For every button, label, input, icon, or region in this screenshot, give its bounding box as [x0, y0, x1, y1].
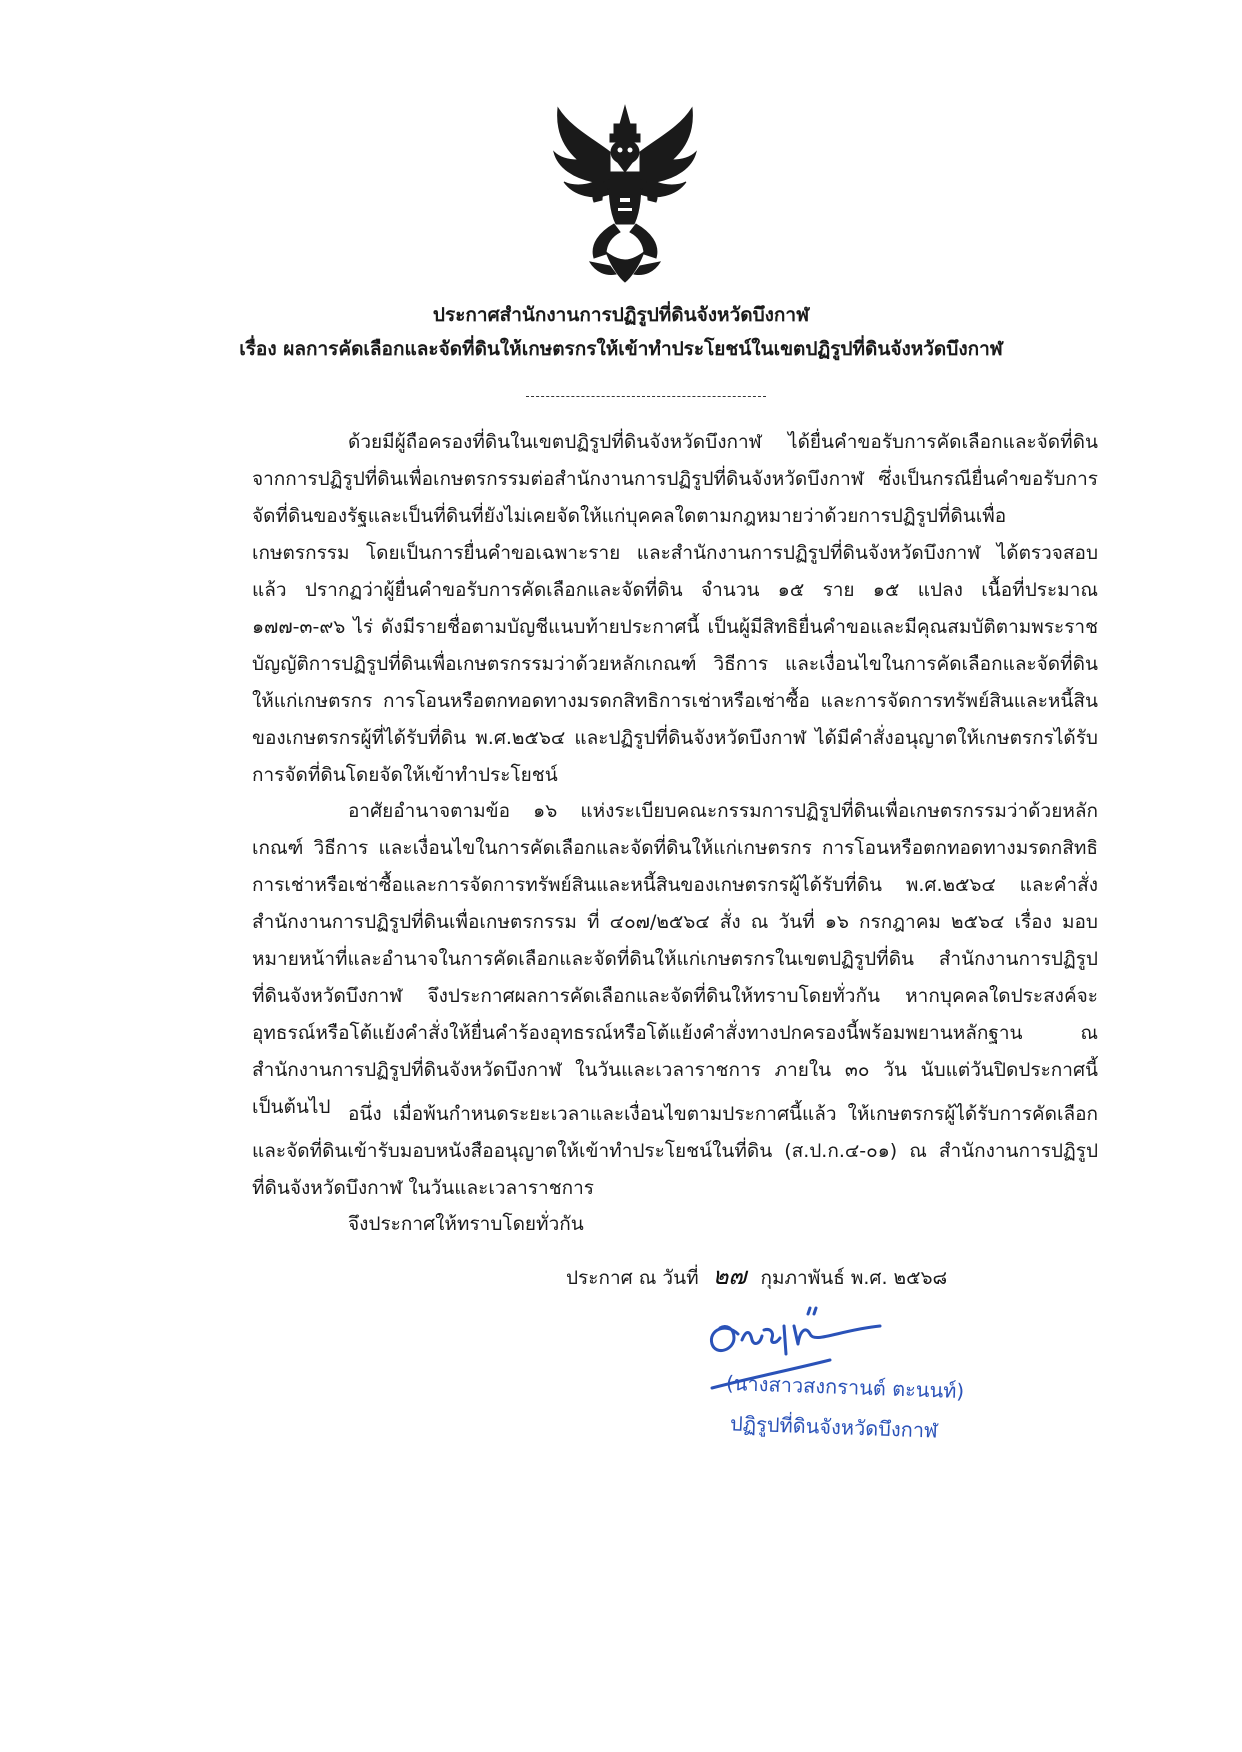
date-month-year: กุมภาพันธ์ พ.ศ. ๒๕๖๘ [760, 1267, 948, 1289]
date-prefix: ประกาศ ณ วันที่ [566, 1267, 699, 1289]
divider-line [526, 396, 766, 397]
date-day-handwritten: ๒๗ [712, 1262, 747, 1290]
garuda-emblem-icon [550, 102, 700, 284]
signatory-name: (นางสาวสงกรานต์ ตะนนท์) [725, 1370, 965, 1404]
body-paragraph-2: อาศัยอำนาจตามข้อ ๑๖ แห่งระเบียบคณะกรรมการปฏิรูปที่ดินเพื่อเกษตรกรรมว่าด้วยหลักเกณฑ์ วิธีการ และเงื่อนไขในการคัดเลือกและจัดที่ดินให้แก่เกษตรกร การโอนหรือตกทอดทางมรดกสิทธิการเช่าหรือเช่าซื้อและการจัดการทรัพย์สินและหนี้สินของเกษตรกรผู้ได้รับที่ดิน พ.ศ.๒๕๖๔ และคำสั่งสำนักงานการปฏิรูปที่ดินเพื่อเกษตรกรรม ที่ ๔๐๗/๒๕๖๔ สั่ง ณ วันที่ ๑๖ กรกฎาคม ๒๕๖๔ เรื่อง มอบหมายหน้าที่และอำนาจในการคัดเลือกและจัดที่ดินให้แก่เกษตรกรในเขตปฏิรูปที่ดิน สำนักงานการปฏิรูปที่ดินจังหวัดบึงกาฬ จึงประกาศผลการคัดเลือกและจัดที่ดินให้ทราบโดยทั่วกัน หากบุคคลใดประสงค์จะอุทธรณ์หรือโต้แย้งคำสั่งให้ยื่นคำร้องอุทธรณ์หรือโต้แย้งคำสั่งทางปกครองนี้พร้อมพยานหลักฐาน ณ สำนักงานการปฏิรูปที่ดินจังหวัดบึงกาฬ ในวันและเวลาราชการ ภายใน ๓๐ วัน นับแต่วันปิดประกาศนี้เป็นต้นไป [252, 800, 1099, 1118]
announcement-date [566, 1258, 947, 1297]
announcement-title: ประกาศสำนักงานการปฏิรูปที่ดินจังหวัดบึงกาฬ [432, 304, 810, 326]
closing-statement: จึงประกาศให้ทราบโดยทั่วกัน [348, 1213, 584, 1235]
body-paragraph-3: อนึ่ง เมื่อพ้นกำหนดระยะเวลาและเงื่อนไขตามประกาศนี้แล้ว ให้เกษตรกรผู้ได้รับการคัดเลือกและจัดที่ดินเข้ารับมอบหนังสืออนุญาตให้เข้าทำประโยชน์ในที่ดิน (ส.ป.ก.๔-๐๑) ณ สำนักงานการปฏิรูปที่ดินจังหวัดบึงกาฬ ในวันและเวลาราชการ [252, 1103, 1098, 1199]
body-paragraph-1: ด้วยมีผู้ถือครองที่ดินในเขตปฏิรูปที่ดินจังหวัดบึงกาฬ ได้ยื่นคำขอรับการคัดเลือกและจัดที่ดินจากการปฏิรูปที่ดินเพื่อเกษตรกรรมต่อสำนักงานการปฏิรูปที่ดินจังหวัดบึงกาฬ ซึ่งเป็นกรณียื่นคำขอรับการจัดที่ดินของรัฐและเป็นที่ดินที่ยังไม่เคยจัดให้แก่บุคคลใดตามกฎหมายว่าด้วยการปฏิรูปที่ดินเพื่อเกษตรกรรม โดยเป็นการยื่นคำขอเฉพาะราย และสำนักงานการปฏิรูปที่ดินจังหวัดบึงกาฬ ได้ตรวจสอบแล้ว ปรากฏว่าผู้ยื่นคำขอรับการคัดเลือกและจัดที่ดิน จำนวน ๑๕ ราย ๑๕ แปลง เนื้อที่ประมาณ ๑๗๗-๓-๙๖ ไร่ ดังมีรายชื่อตามบัญชีแนบท้ายประกาศนี้ เป็นผู้มีสิทธิยื่นคำขอและมีคุณสมบัติตามพระราชบัญญัติการปฏิรูปที่ดินเพื่อเกษตรกรรมว่าด้วยหลักเกณฑ์ วิธีการ และเงื่อนไขในการคัดเลือกและจัดที่ดินให้แก่เกษตรกร การโอนหรือตกทอดทางมรดกสิทธิการเช่าหรือเช่าซื้อ และการจัดการทรัพย์สินและหนี้สินของเกษตรกรผู้ที่ได้รับที่ดิน พ.ศ.๒๕๖๔ และปฏิรูปที่ดินจังหวัดบึงกาฬ ได้มีคำสั่งอนุญาตให้เกษตรกรได้รับการจัดที่ดินโดยจัดให้เข้าทำประโยชน์ [252, 431, 1098, 786]
announcement-subject: เรื่อง ผลการคัดเลือกและจัดที่ดินให้เกษตรกรให้เข้าทำประโยชน์ในเขตปฏิรูปที่ดินจังหวัดบึงกาฬ [239, 338, 1003, 360]
signatory-position: ปฏิรูปที่ดินจังหวัดบึงกาฬ [729, 1411, 939, 1443]
